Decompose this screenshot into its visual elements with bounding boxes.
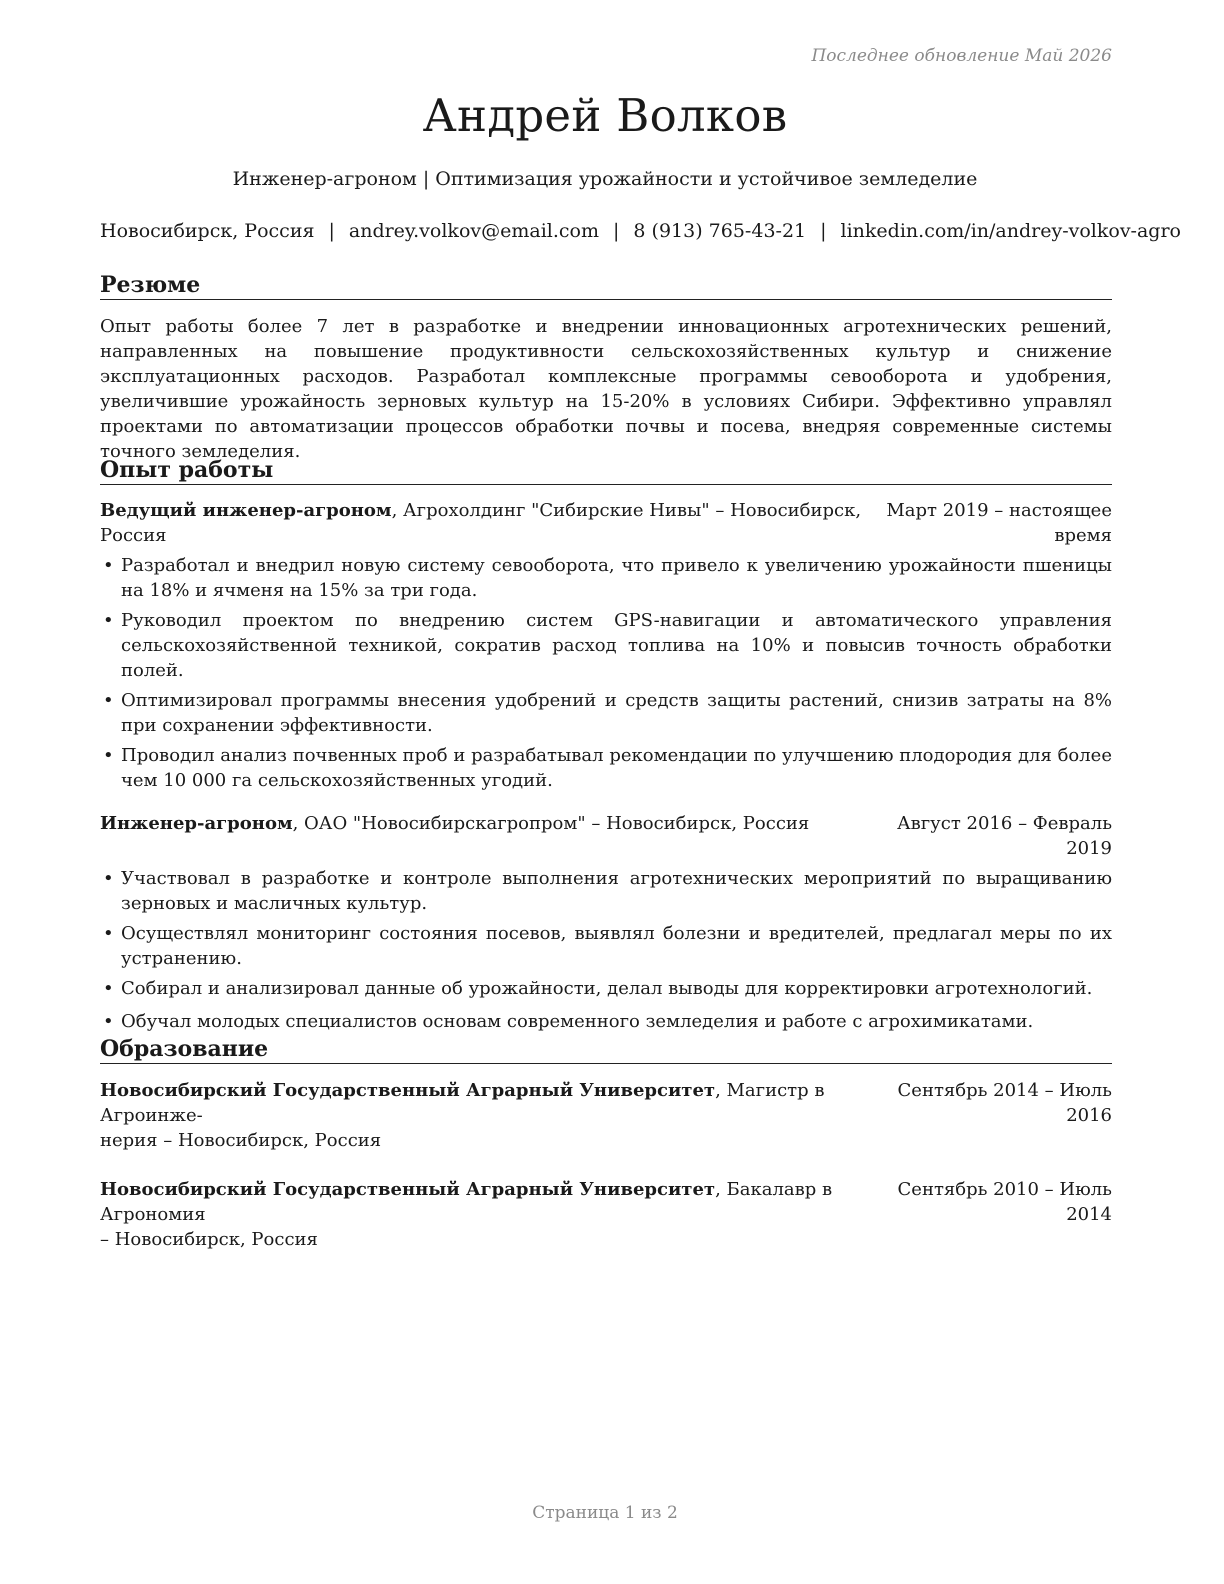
education-header — [100, 1078, 1112, 1153]
last-updated: Последнее обновление Май 2026 — [811, 46, 1112, 66]
education-degree: , Магистр в Агроинже- — [100, 1080, 825, 1126]
experience-section — [100, 457, 1112, 1034]
job-dates-line: время — [1054, 525, 1112, 546]
education-degree-line — [100, 1078, 898, 1153]
education-section — [100, 1036, 1112, 1252]
contact-separator: | — [328, 220, 335, 242]
job-dates-line: Март 2019 – настоящее — [886, 500, 1112, 521]
list-item: • Участвовал в разработке и контроле выполнения агротехнических мероприятий по выращиванию зерновых и масличных культур. — [100, 866, 1112, 916]
list-item: • Собирал и анализировал данные об урожайности, делал выводы для корректировки агротехнологий. — [100, 976, 1112, 1001]
list-item: • Разработал и внедрил новую систему севооборота, что привело к увеличению урожайности пшеницы на 18% и ячменя на 15% за три года. — [100, 553, 1112, 603]
contact-phone[interactable]: 8 (913) 765-43-21 — [633, 220, 807, 242]
headline: Инженер-агроном | Оптимизация урожайности и устойчивое земледелие — [232, 168, 978, 190]
education-entry — [100, 1078, 1112, 1153]
education-dates-line: 2014 — [1066, 1204, 1112, 1225]
education-dates-line: Сентябрь 2014 – Июль — [897, 1080, 1112, 1101]
page-number: Страница 1 из 2 — [532, 1503, 678, 1523]
summary-heading: Резюме — [100, 272, 1112, 300]
job-dates-line: 2019 — [1066, 838, 1112, 859]
education-header — [100, 1177, 1112, 1252]
job-dates — [897, 811, 1112, 861]
summary-section — [100, 272, 1112, 464]
job-bullets — [100, 866, 1112, 1034]
education-degree-line — [100, 1177, 898, 1252]
education-dates — [898, 1177, 1112, 1227]
contact-separator: | — [613, 220, 620, 242]
list-item: • Проводил анализ почвенных проб и разрабатывал рекомендации по улучшению плодородия для более чем 10 000 га сельскохозяйственных угодий. — [100, 743, 1112, 793]
education-location: нерия – Новосибирск, Россия — [100, 1130, 382, 1151]
job-title: Ведущий инженер-агроном — [100, 500, 392, 521]
job-dates — [886, 498, 1112, 548]
list-item: • Обучал молодых специалистов основам современного земледелия и работе с агрохимикатами. — [100, 1009, 1112, 1034]
job-dates-line: Август 2016 – Февраль — [896, 813, 1112, 834]
education-dates-line: 2016 — [1066, 1105, 1112, 1126]
contact-email[interactable]: andrey.volkov@email.com — [348, 220, 599, 242]
job-header — [100, 811, 1112, 861]
contact-separator: | — [820, 220, 827, 242]
person-name: Андрей Волков — [422, 89, 788, 142]
job-bullets — [100, 553, 1112, 793]
education-heading: Образование — [100, 1036, 1112, 1064]
education-location: – Новосибирск, Россия — [100, 1229, 318, 1250]
job-company: , Агрохолдинг "Сибирские Нивы" – Новосибирск, Россия — [100, 500, 862, 546]
education-school: Новосибирский Государственный Аграрный Университет — [100, 1179, 716, 1200]
job-title: Инженер-агроном — [100, 813, 293, 834]
contact-line — [100, 218, 1181, 244]
job-company: , ОАО "Новосибирскагропром" – Новосибирск, Россия — [292, 813, 810, 834]
list-item: • Осуществлял мониторинг состояния посевов, выявлял болезни и вредителей, предлагал меры по их устранению. — [100, 921, 1112, 971]
education-school: Новосибирский Государственный Аграрный Университет — [100, 1080, 716, 1101]
job-header — [100, 498, 1112, 548]
job-title-line — [100, 498, 886, 548]
list-item: • Оптимизировал программы внесения удобрений и средств защиты растений, снизив затраты на 8% при сохранении эффективности. — [100, 688, 1112, 738]
job-entry — [100, 498, 1112, 793]
education-degree: , Бакалавр в Агрономия — [100, 1179, 833, 1225]
experience-heading: Опыт работы — [100, 457, 1112, 485]
contact-linkedin[interactable]: linkedin.com/in/andrey-volkov-agro — [840, 220, 1181, 242]
education-entry — [100, 1177, 1112, 1252]
education-dates-line: Сентябрь 2010 – Июль — [897, 1179, 1112, 1200]
summary-text: Опыт работы более 7 лет в разработке и внедрении инновационных агротехнических решений, направленных на повышение продуктивности сельскохозяйственных культур и снижение эксплуатационных расходов. Разработал комплексные программы севооборота и удобрения, увеличившие урожайность зерновых культур на 15-20% в условиях Сибири. Эффективно управлял проектами по автоматизации процессов обработки почвы и посева, внедряя современные системы точного земледелия. — [100, 316, 1112, 462]
job-entry — [100, 811, 1112, 1034]
contact-city: Новосибирск, Россия — [100, 220, 315, 242]
education-dates — [898, 1078, 1112, 1128]
list-item: • Руководил проектом по внедрению систем GPS-навигации и автоматического управления сельскохозяйственной техникой, сократив расход топлива на 10% и повысив точность обработки полей. — [100, 608, 1112, 683]
job-title-line — [100, 811, 897, 836]
